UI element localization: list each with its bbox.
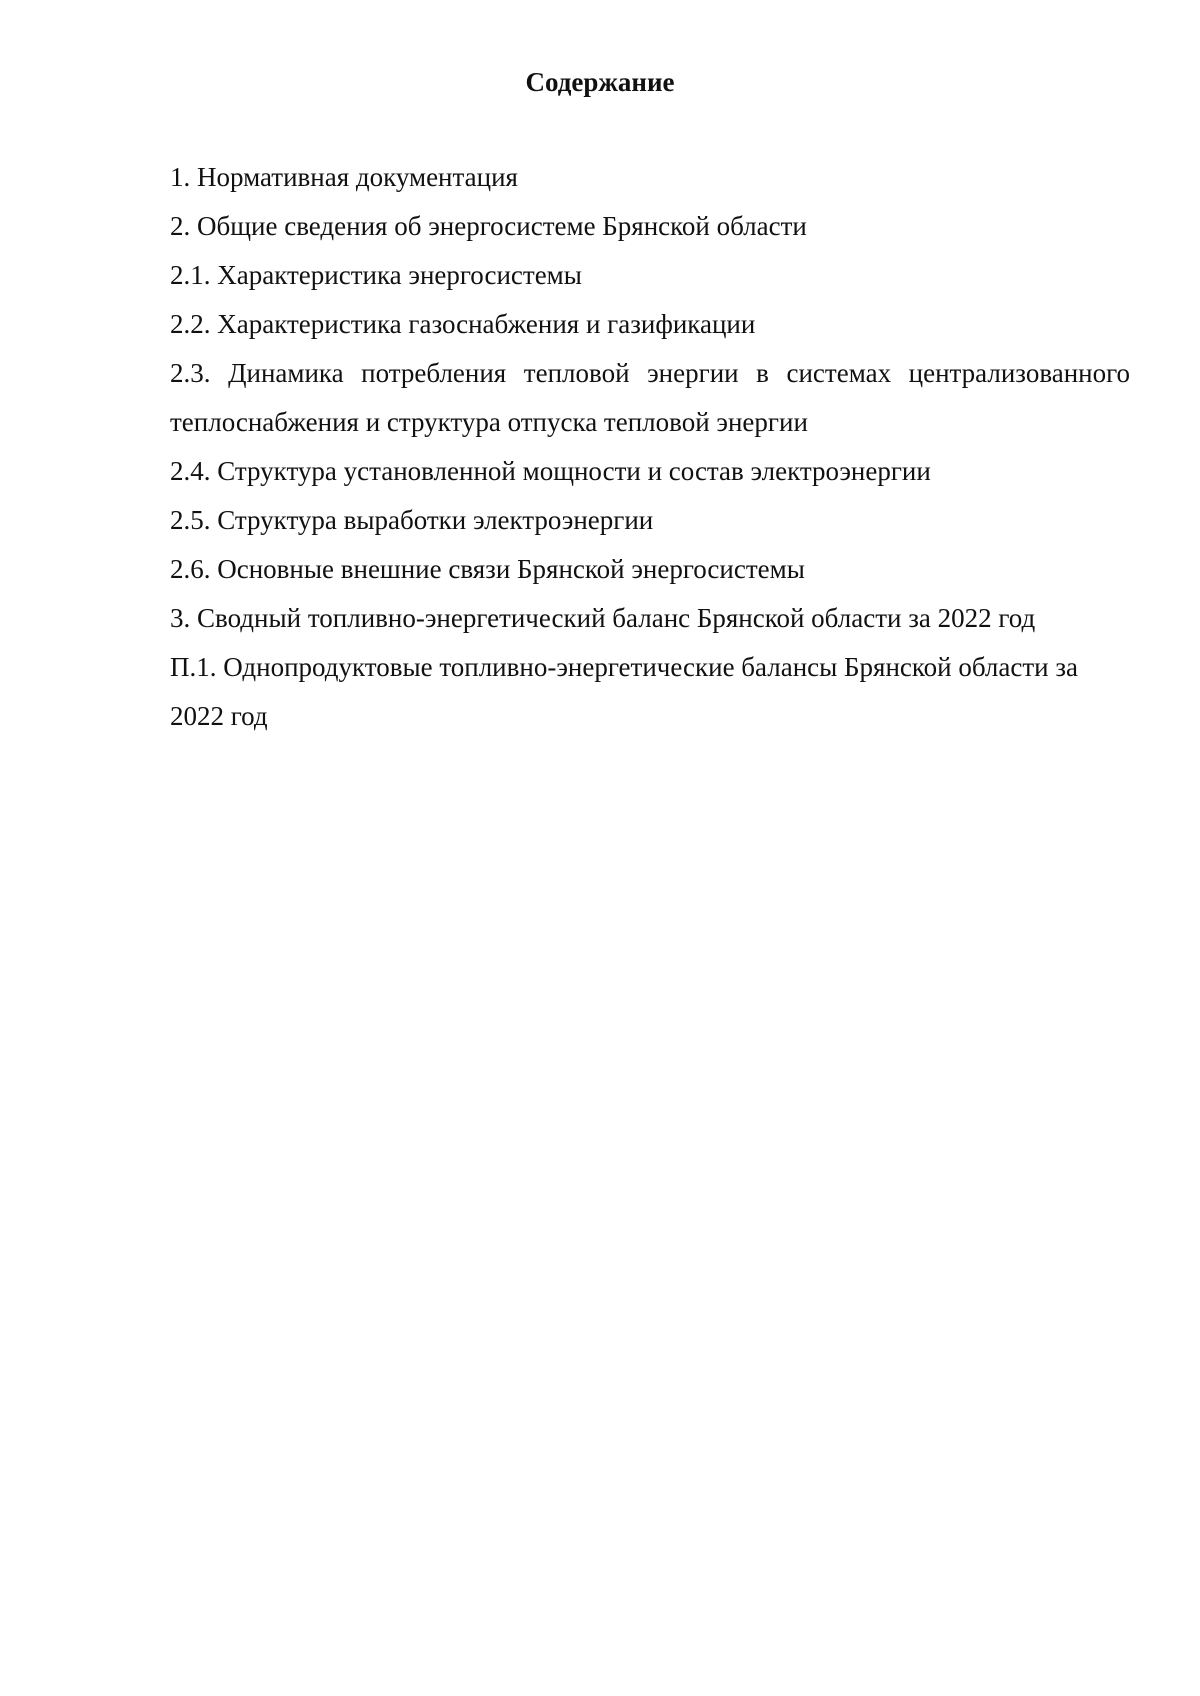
toc-item-2-6: 2.6. Основные внешние связи Брянской энергосистемы: [170, 554, 805, 584]
toc-item-2-1: 2.1. Характеристика энергосистемы: [170, 260, 582, 290]
toc-item-2-4: 2.4. Структура установленной мощности и состав электроэнергии: [170, 456, 931, 486]
toc-item-2-3: 2.3. Динамика потребления тепловой энергии в системах централизованного теплоснабжения и структура отпуска тепловой энергии: [170, 358, 1130, 437]
toc-item-1: 1. Нормативная документация: [170, 162, 518, 192]
toc-item-2-5: 2.5. Структура выработки электроэнергии: [170, 505, 654, 535]
toc-item-p1: П.1. Однопродуктовые топливно-энергетические балансы Брянской области за 2022 год: [170, 652, 1079, 731]
toc-item-3: 3. Сводный топливно-энергетический баланс Брянской области за 2022 год: [170, 603, 1036, 633]
toc-item-2-2: 2.2. Характеристика газоснабжения и газификации: [170, 309, 756, 339]
table-of-contents: [170, 153, 1130, 741]
page-title: Содержание: [525, 67, 675, 97]
toc-item-2: 2. Общие сведения об энергосистеме Брянской области: [170, 211, 807, 241]
